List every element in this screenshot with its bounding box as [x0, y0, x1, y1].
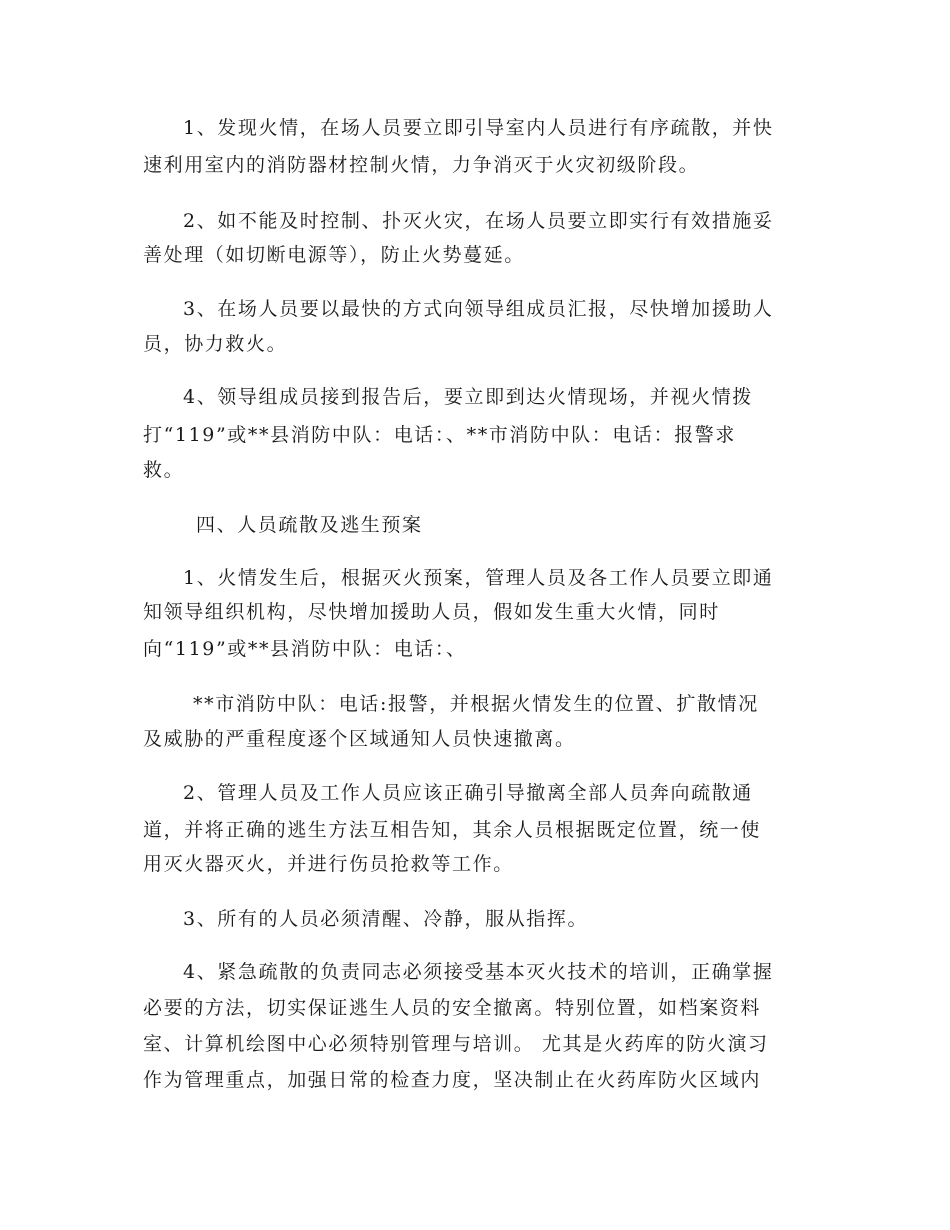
- paragraph-6-line-2: 及威胁的严重程度逐个区域通知人员快速撤离。: [143, 728, 576, 750]
- paragraph-7-line-3: 用灭火器灭火，并进行伤员抢救等工作。: [143, 853, 514, 875]
- paragraph-7-line-1: 2、管理人员及工作人员应该正确引导撤离全部人员奔向疏散通: [183, 782, 753, 804]
- paragraph-3-line-2: 员，协力救火。: [143, 333, 288, 355]
- paragraph-5-line-3: 向“119”或**县消防中队：电话：、: [143, 638, 467, 660]
- paragraph-7-line-2: 道，并将正确的逃生方法互相告知，其余人员根据既定位置，统一使: [143, 819, 762, 841]
- paragraph-3-line-1: 3、在场人员要以最快的方式向领导组成员汇报，尽快增加援助人: [183, 298, 774, 320]
- paragraph-4-line-1: 4、领导组成员接到报告后，要立即到达火情现场，并视火情拨: [183, 386, 753, 408]
- section-heading: 四、人员疏散及逃生预案: [196, 514, 423, 536]
- paragraph-2-line-1: 2、如不能及时控制、扑灭火灾，在场人员要立即实行有效措施妥: [183, 210, 774, 232]
- paragraph-9-line-1: 4、紧急疏散的负责同志必须接受基本灭火技术的培训，正确掌握: [183, 961, 774, 983]
- paragraph-1-line-1: 1、发现火情，在场人员要立即引导室内人员进行有序疏散，并快: [183, 117, 774, 139]
- paragraph-4-line-3: 救。: [143, 459, 185, 481]
- paragraph-8-line-1: 3、所有的人员必须清醒、冷静，服从指挥。: [183, 908, 589, 930]
- paragraph-5-line-1: 1、火情发生后，根据灭火预案，管理人员及各工作人员要立即通: [183, 567, 774, 589]
- paragraph-9-line-4: 作为管理重点，加强日常的检查力度，坚决制止在火药库防火区域内: [143, 1069, 762, 1091]
- paragraph-5-line-2: 知领导组织机构，尽快增加援助人员，假如发生重大火情，同时: [143, 601, 720, 623]
- paragraph-9-line-3: 室、计算机绘图中心必须特别管理与培训。 尤其是火药库的防火演习: [143, 1033, 769, 1055]
- paragraph-2-line-2: 善处理（如切断电源等），防止火势蔓延。: [143, 244, 525, 266]
- paragraph-1-line-2: 速利用室内的消防器材控制火情，力争消灭于火灾初级阶段。: [143, 154, 700, 176]
- paragraph-9-line-2: 必要的方法，切实保证逃生人员的安全撤离。特别位置，如档案资料: [143, 997, 762, 1019]
- paragraph-6-line-1: **市消防中队：电话:报警，并根据火情发生的位置、扩散情况: [193, 693, 759, 715]
- paragraph-4-line-2: 打“119”或**县消防中队：电话：、**市消防中队：电话：报警求: [143, 424, 736, 446]
